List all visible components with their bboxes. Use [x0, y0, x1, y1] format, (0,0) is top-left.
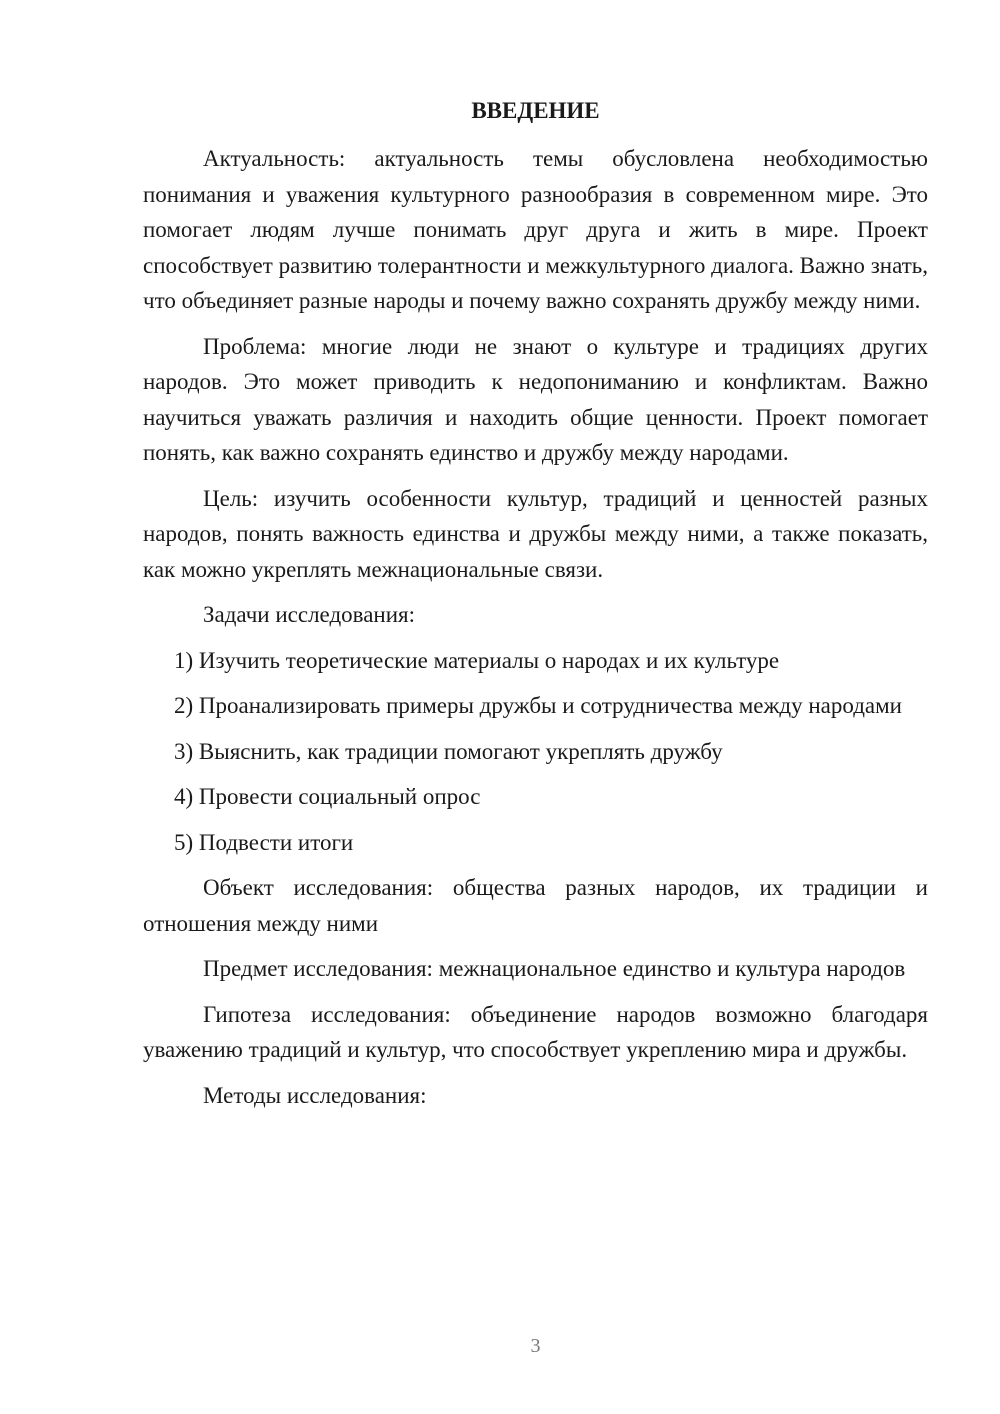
- document-page: [143, 0, 928, 1414]
- task-item-4: 4) Провести социальный опрос: [174, 784, 481, 809]
- methods-heading: Методы исследования:: [203, 1082, 427, 1108]
- problem-paragraph: Проблема: многие люди не знают о культуре и традициях других народов. Это может приводить к недопониманию и конфликтам. Важно научиться уважать различия и находить общие ценности. Проект помогает понять, как важно сохранять единство и дружбу между народами.: [143, 333, 928, 465]
- task-item-5: 5) Подвести итоги: [174, 829, 354, 855]
- document-body: [143, 141, 928, 1113]
- tasks-heading: Задачи исследования:: [203, 602, 416, 627]
- object-paragraph: Объект исследования: общества разных народов, их традиции и отношения между ними: [143, 875, 928, 936]
- hypothesis-paragraph: Гипотеза исследования: объединение народов возможно благодаря уважению традиций и культур, что способствует укреплению мира и дружбы.: [143, 1001, 928, 1062]
- relevance-paragraph: Актуальность: актуальность темы обусловлена необходимостью понимания и уважения культурного разнообразия в современном мире. Это помогает людям лучше понимать друг друга и жить в мире. Проект способствует развитию толерантности и межкультурного диалога. Важно знать, что объединяет разные народы и почему важно сохранять дружбу между ними.: [143, 146, 928, 313]
- task-item-1: 1) Изучить теоретические материалы о народах и их культуре: [174, 647, 780, 673]
- page-number: 3: [530, 1335, 541, 1357]
- task-item-2: 2) Проанализировать примеры дружбы и сотрудничества между народами: [174, 693, 902, 718]
- goal-paragraph: Цель: изучить особенности культур, традиций и ценностей разных народов, понять важность единства и дружбы между ними, а также показать, как можно укреплять межнациональные связи.: [143, 485, 928, 582]
- page-title: ВВЕДЕНИЕ: [471, 98, 600, 123]
- task-item-3: 3) Выяснить, как традиции помогают укреплять дружбу: [174, 738, 723, 764]
- subject-paragraph: Предмет исследования: межнациональное единство и культура народов: [203, 956, 906, 981]
